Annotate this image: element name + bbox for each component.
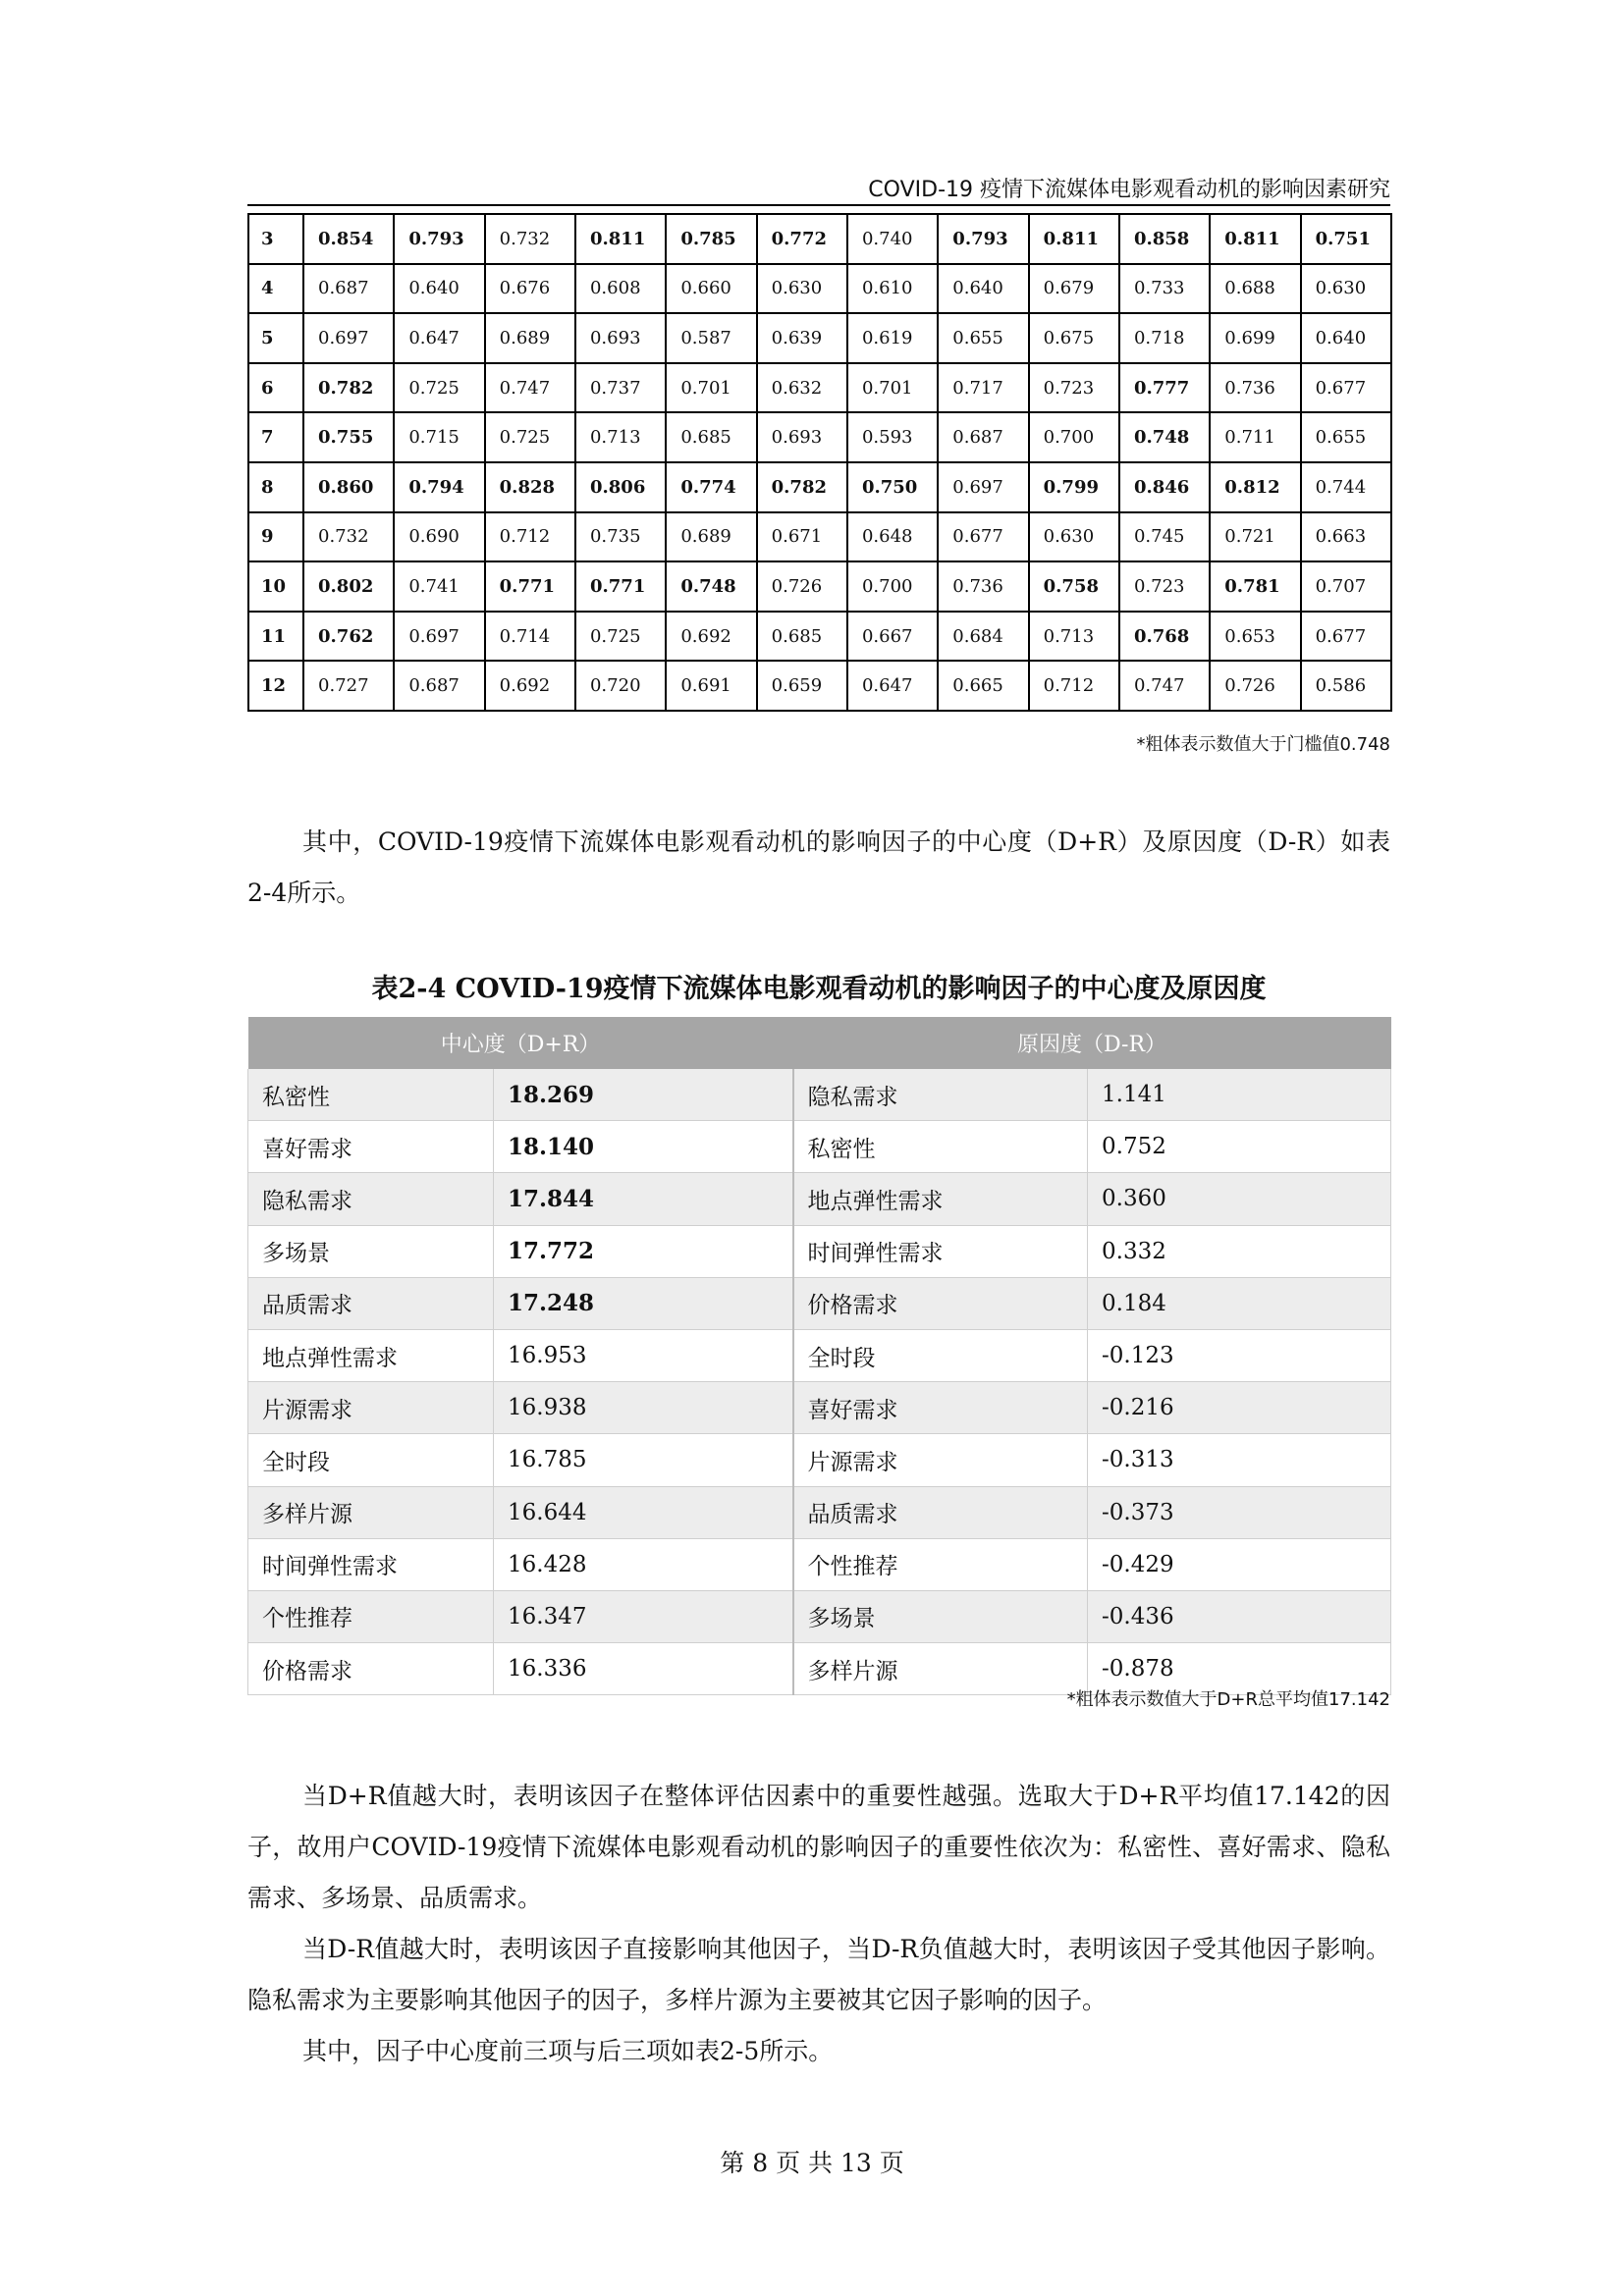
paragraph-importance: 当D+R值越大时，表明该因子在整体评估因素中的重要性越强。选取大于D+R平均值17.142的因子，故用户COVID-19疫情下流媒体电影观看动机的影响因子的重要性依次为：私密性、喜好需求、隐私需求、多场景、品质需求。 bbox=[247, 1782, 1390, 1912]
matrix-cell: 0.793 bbox=[938, 214, 1028, 264]
matrix-cell: 0.723 bbox=[1119, 561, 1210, 612]
matrix-cell: 0.748 bbox=[666, 561, 756, 612]
matrix-cell: 0.699 bbox=[1210, 313, 1300, 363]
matrix-row bbox=[248, 561, 1391, 612]
intro-paragraph: 其中，COVID-19疫情下流媒体电影观看动机的影响因子的中心度（D+R）及原因度（D-R）如表2-4所示。 bbox=[247, 828, 1390, 907]
influence-matrix-table bbox=[247, 213, 1392, 712]
matrix-cell: 0.720 bbox=[575, 661, 666, 711]
matrix-cell: 0.685 bbox=[757, 612, 847, 662]
matrix-cell: 0.799 bbox=[1029, 462, 1119, 512]
matrix-cell: 0.667 bbox=[847, 612, 938, 662]
centrality-factor-name: 地点弹性需求 bbox=[248, 1329, 494, 1381]
running-header: COVID-19 疫情下流媒体电影观看动机的影响因素研究 bbox=[868, 178, 1390, 202]
matrix-cell: 0.630 bbox=[1301, 264, 1391, 314]
matrix-cell: 0.608 bbox=[575, 264, 666, 314]
matrix-cell: 0.782 bbox=[303, 363, 394, 413]
table-row bbox=[248, 1277, 1391, 1329]
matrix-cell: 0.715 bbox=[394, 412, 484, 462]
matrix-cell: 0.762 bbox=[303, 612, 394, 662]
cause-value: 0.360 bbox=[1088, 1173, 1391, 1225]
matrix-cell: 0.630 bbox=[1029, 512, 1119, 562]
matrix-cell: 0.687 bbox=[303, 264, 394, 314]
matrix-cell: 0.707 bbox=[1301, 561, 1391, 612]
matrix-cell: 0.663 bbox=[1301, 512, 1391, 562]
matrix-cell: 0.828 bbox=[485, 462, 575, 512]
matrix-cell: 0.777 bbox=[1119, 363, 1210, 413]
matrix-cell: 0.741 bbox=[394, 561, 484, 612]
matrix-cell: 0.751 bbox=[1301, 214, 1391, 264]
matrix-row-label: 10 bbox=[248, 561, 303, 612]
cause-value: -0.878 bbox=[1088, 1643, 1391, 1695]
matrix-cell: 0.655 bbox=[938, 313, 1028, 363]
centrality-factor-name: 多样片源 bbox=[248, 1486, 494, 1538]
centrality-factor-name: 隐私需求 bbox=[248, 1173, 494, 1225]
cause-factor-name: 多样片源 bbox=[793, 1643, 1088, 1695]
matrix-cell: 0.648 bbox=[847, 512, 938, 562]
table-row bbox=[248, 1121, 1391, 1173]
matrix-cell: 0.736 bbox=[938, 561, 1028, 612]
table-row bbox=[248, 1225, 1391, 1277]
matrix-cell: 0.811 bbox=[1210, 214, 1300, 264]
header-cause: 原因度（D-R） bbox=[793, 1017, 1391, 1069]
table-2-4-title: 表2-4 COVID-19疫情下流媒体电影观看动机的影响因子的中心度及原因度 bbox=[371, 974, 1267, 1004]
table-row bbox=[248, 1538, 1391, 1590]
matrix-cell: 0.732 bbox=[485, 214, 575, 264]
matrix-cell: 0.697 bbox=[303, 313, 394, 363]
cause-factor-name: 喜好需求 bbox=[793, 1382, 1088, 1434]
centrality-value: 16.785 bbox=[494, 1434, 793, 1486]
matrix-cell: 0.677 bbox=[938, 512, 1028, 562]
table-row bbox=[248, 1434, 1391, 1486]
matrix-cell: 0.677 bbox=[1301, 363, 1391, 413]
centrality-value: 16.938 bbox=[494, 1382, 793, 1434]
matrix-cell: 0.619 bbox=[847, 313, 938, 363]
centrality-value: 17.772 bbox=[494, 1225, 793, 1277]
matrix-row-label: 5 bbox=[248, 313, 303, 363]
matrix-cell: 0.689 bbox=[485, 313, 575, 363]
matrix-cell: 0.653 bbox=[1210, 612, 1300, 662]
cause-value: 0.752 bbox=[1088, 1121, 1391, 1173]
centrality-factor-name: 全时段 bbox=[248, 1434, 494, 1486]
matrix-cell: 0.782 bbox=[757, 462, 847, 512]
matrix-cell: 0.858 bbox=[1119, 214, 1210, 264]
matrix-cell: 0.793 bbox=[394, 214, 484, 264]
matrix-cell: 0.747 bbox=[1119, 661, 1210, 711]
matrix-cell: 0.630 bbox=[757, 264, 847, 314]
matrix-cell: 0.718 bbox=[1119, 313, 1210, 363]
centrality-value: 16.644 bbox=[494, 1486, 793, 1538]
table-row bbox=[248, 1382, 1391, 1434]
matrix-cell: 0.747 bbox=[485, 363, 575, 413]
matrix-cell: 0.691 bbox=[666, 661, 756, 711]
matrix-cell: 0.802 bbox=[303, 561, 394, 612]
matrix-cell: 0.684 bbox=[938, 612, 1028, 662]
matrix-cell: 0.772 bbox=[757, 214, 847, 264]
matrix-cell: 0.697 bbox=[938, 462, 1028, 512]
cause-factor-name: 隐私需求 bbox=[793, 1069, 1088, 1121]
matrix-cell: 0.735 bbox=[575, 512, 666, 562]
matrix-cell: 0.671 bbox=[757, 512, 847, 562]
cause-value: -0.436 bbox=[1088, 1590, 1391, 1642]
matrix-cell: 0.713 bbox=[1029, 612, 1119, 662]
matrix-cell: 0.806 bbox=[575, 462, 666, 512]
matrix-cell: 0.723 bbox=[1029, 363, 1119, 413]
paragraph-next-table: 其中，因子中心度前三项与后三项如表2-5所示。 bbox=[302, 2037, 834, 2065]
matrix-cell: 0.811 bbox=[1029, 214, 1119, 264]
matrix-cell: 0.687 bbox=[394, 661, 484, 711]
centrality-factor-name: 多场景 bbox=[248, 1225, 494, 1277]
cause-value: 0.332 bbox=[1088, 1225, 1391, 1277]
matrix-cell: 0.744 bbox=[1301, 462, 1391, 512]
matrix-cell: 0.725 bbox=[575, 612, 666, 662]
centrality-value: 16.347 bbox=[494, 1590, 793, 1642]
matrix-cell: 0.685 bbox=[666, 412, 756, 462]
matrix-cell: 0.655 bbox=[1301, 412, 1391, 462]
matrix-row-label: 12 bbox=[248, 661, 303, 711]
centrality-value: 17.248 bbox=[494, 1277, 793, 1329]
matrix-cell: 0.733 bbox=[1119, 264, 1210, 314]
matrix-row-label: 6 bbox=[248, 363, 303, 413]
matrix-cell: 0.647 bbox=[847, 661, 938, 711]
matrix-cell: 0.700 bbox=[847, 561, 938, 612]
matrix-cell: 0.781 bbox=[1210, 561, 1300, 612]
matrix-cell: 0.693 bbox=[757, 412, 847, 462]
matrix-cell: 0.727 bbox=[303, 661, 394, 711]
centrality-value: 18.269 bbox=[494, 1069, 793, 1121]
matrix-cell: 0.812 bbox=[1210, 462, 1300, 512]
matrix-cell: 0.610 bbox=[847, 264, 938, 314]
matrix-cell: 0.639 bbox=[757, 313, 847, 363]
header-divider bbox=[247, 204, 1390, 206]
matrix-row-label: 7 bbox=[248, 412, 303, 462]
matrix-cell: 0.736 bbox=[1210, 363, 1300, 413]
matrix-cell: 0.692 bbox=[485, 661, 575, 711]
matrix-row bbox=[248, 264, 1391, 314]
matrix-cell: 0.771 bbox=[575, 561, 666, 612]
matrix-cell: 0.725 bbox=[485, 412, 575, 462]
matrix-cell: 0.660 bbox=[666, 264, 756, 314]
matrix-row bbox=[248, 313, 1391, 363]
matrix-cell: 0.677 bbox=[1301, 612, 1391, 662]
table-row bbox=[248, 1486, 1391, 1538]
matrix-cell: 0.758 bbox=[1029, 561, 1119, 612]
cause-value: -0.313 bbox=[1088, 1434, 1391, 1486]
cause-factor-name: 片源需求 bbox=[793, 1434, 1088, 1486]
matrix-row bbox=[248, 412, 1391, 462]
matrix-cell: 0.740 bbox=[847, 214, 938, 264]
matrix-row bbox=[248, 363, 1391, 413]
matrix-cell: 0.854 bbox=[303, 214, 394, 264]
centrality-factor-name: 品质需求 bbox=[248, 1277, 494, 1329]
paragraph-cause: 当D-R值越大时，表明该因子直接影响其他因子，当D-R负值越大时，表明该因子受其他因子影响。隐私需求为主要影响其他因子的因子，多样片源为主要被其它因子影响的因子。 bbox=[247, 1935, 1390, 2014]
matrix-cell: 0.676 bbox=[485, 264, 575, 314]
header-centrality: 中心度（D+R） bbox=[248, 1017, 793, 1069]
cause-value: 0.184 bbox=[1088, 1277, 1391, 1329]
cause-value: -0.123 bbox=[1088, 1329, 1391, 1381]
table-2-4-footnote: *粗体表示数值大于D+R总平均值17.142 bbox=[1066, 1689, 1390, 1710]
matrix-cell: 0.659 bbox=[757, 661, 847, 711]
cause-value: -0.216 bbox=[1088, 1382, 1391, 1434]
cause-value: -0.373 bbox=[1088, 1486, 1391, 1538]
centrality-factor-name: 时间弹性需求 bbox=[248, 1538, 494, 1590]
matrix-cell: 0.860 bbox=[303, 462, 394, 512]
matrix-cell: 0.713 bbox=[575, 412, 666, 462]
cause-factor-name: 价格需求 bbox=[793, 1277, 1088, 1329]
matrix-row bbox=[248, 512, 1391, 562]
matrix-row bbox=[248, 661, 1391, 711]
matrix-cell: 0.665 bbox=[938, 661, 1028, 711]
matrix-cell: 0.647 bbox=[394, 313, 484, 363]
matrix-cell: 0.640 bbox=[938, 264, 1028, 314]
matrix-row-label: 3 bbox=[248, 214, 303, 264]
matrix-cell: 0.697 bbox=[394, 612, 484, 662]
matrix-cell: 0.785 bbox=[666, 214, 756, 264]
matrix-cell: 0.794 bbox=[394, 462, 484, 512]
centrality-factor-name: 个性推荐 bbox=[248, 1590, 494, 1642]
matrix-row-label: 4 bbox=[248, 264, 303, 314]
matrix-footnote: *粗体表示数值大于门槛值0.748 bbox=[1136, 734, 1390, 755]
centrality-value: 18.140 bbox=[494, 1121, 793, 1173]
matrix-cell: 0.712 bbox=[485, 512, 575, 562]
centrality-value: 17.844 bbox=[494, 1173, 793, 1225]
matrix-cell: 0.745 bbox=[1119, 512, 1210, 562]
centrality-cause-table bbox=[247, 1017, 1391, 1695]
matrix-row-label: 8 bbox=[248, 462, 303, 512]
cause-factor-name: 时间弹性需求 bbox=[793, 1225, 1088, 1277]
matrix-cell: 0.755 bbox=[303, 412, 394, 462]
matrix-row bbox=[248, 214, 1391, 264]
matrix-cell: 0.712 bbox=[1029, 661, 1119, 711]
cause-factor-name: 品质需求 bbox=[793, 1486, 1088, 1538]
matrix-cell: 0.640 bbox=[394, 264, 484, 314]
centrality-value: 16.953 bbox=[494, 1329, 793, 1381]
matrix-cell: 0.675 bbox=[1029, 313, 1119, 363]
centrality-factor-name: 喜好需求 bbox=[248, 1121, 494, 1173]
matrix-cell: 0.690 bbox=[394, 512, 484, 562]
matrix-cell: 0.693 bbox=[575, 313, 666, 363]
matrix-cell: 0.692 bbox=[666, 612, 756, 662]
page-number: 第 8 页 共 13 页 bbox=[720, 2149, 904, 2177]
matrix-cell: 0.714 bbox=[485, 612, 575, 662]
matrix-cell: 0.701 bbox=[847, 363, 938, 413]
matrix-cell: 0.640 bbox=[1301, 313, 1391, 363]
matrix-cell: 0.721 bbox=[1210, 512, 1300, 562]
matrix-cell: 0.711 bbox=[1210, 412, 1300, 462]
matrix-row-label: 9 bbox=[248, 512, 303, 562]
matrix-cell: 0.679 bbox=[1029, 264, 1119, 314]
matrix-cell: 0.593 bbox=[847, 412, 938, 462]
matrix-cell: 0.811 bbox=[575, 214, 666, 264]
table-row bbox=[248, 1173, 1391, 1225]
matrix-cell: 0.688 bbox=[1210, 264, 1300, 314]
matrix-cell: 0.726 bbox=[1210, 661, 1300, 711]
matrix-cell: 0.725 bbox=[394, 363, 484, 413]
matrix-cell: 0.726 bbox=[757, 561, 847, 612]
matrix-row-label: 11 bbox=[248, 612, 303, 662]
matrix-cell: 0.689 bbox=[666, 512, 756, 562]
cause-factor-name: 个性推荐 bbox=[793, 1538, 1088, 1590]
centrality-value: 16.336 bbox=[494, 1643, 793, 1695]
matrix-cell: 0.732 bbox=[303, 512, 394, 562]
cause-factor-name: 全时段 bbox=[793, 1329, 1088, 1381]
matrix-cell: 0.701 bbox=[666, 363, 756, 413]
matrix-cell: 0.748 bbox=[1119, 412, 1210, 462]
centrality-value: 16.428 bbox=[494, 1538, 793, 1590]
cause-value: 1.141 bbox=[1088, 1069, 1391, 1121]
table-row bbox=[248, 1069, 1391, 1121]
matrix-cell: 0.586 bbox=[1301, 661, 1391, 711]
matrix-cell: 0.750 bbox=[847, 462, 938, 512]
matrix-cell: 0.687 bbox=[938, 412, 1028, 462]
centrality-factor-name: 价格需求 bbox=[248, 1643, 494, 1695]
centrality-factor-name: 私密性 bbox=[248, 1069, 494, 1121]
matrix-cell: 0.587 bbox=[666, 313, 756, 363]
matrix-cell: 0.737 bbox=[575, 363, 666, 413]
cause-factor-name: 多场景 bbox=[793, 1590, 1088, 1642]
table-row bbox=[248, 1329, 1391, 1381]
table-row bbox=[248, 1590, 1391, 1642]
matrix-cell: 0.846 bbox=[1119, 462, 1210, 512]
matrix-cell: 0.700 bbox=[1029, 412, 1119, 462]
matrix-row bbox=[248, 612, 1391, 662]
matrix-cell: 0.632 bbox=[757, 363, 847, 413]
matrix-row bbox=[248, 462, 1391, 512]
matrix-cell: 0.768 bbox=[1119, 612, 1210, 662]
matrix-cell: 0.771 bbox=[485, 561, 575, 612]
cause-value: -0.429 bbox=[1088, 1538, 1391, 1590]
centrality-factor-name: 片源需求 bbox=[248, 1382, 494, 1434]
matrix-cell: 0.774 bbox=[666, 462, 756, 512]
cause-factor-name: 地点弹性需求 bbox=[793, 1173, 1088, 1225]
cause-factor-name: 私密性 bbox=[793, 1121, 1088, 1173]
matrix-cell: 0.717 bbox=[938, 363, 1028, 413]
